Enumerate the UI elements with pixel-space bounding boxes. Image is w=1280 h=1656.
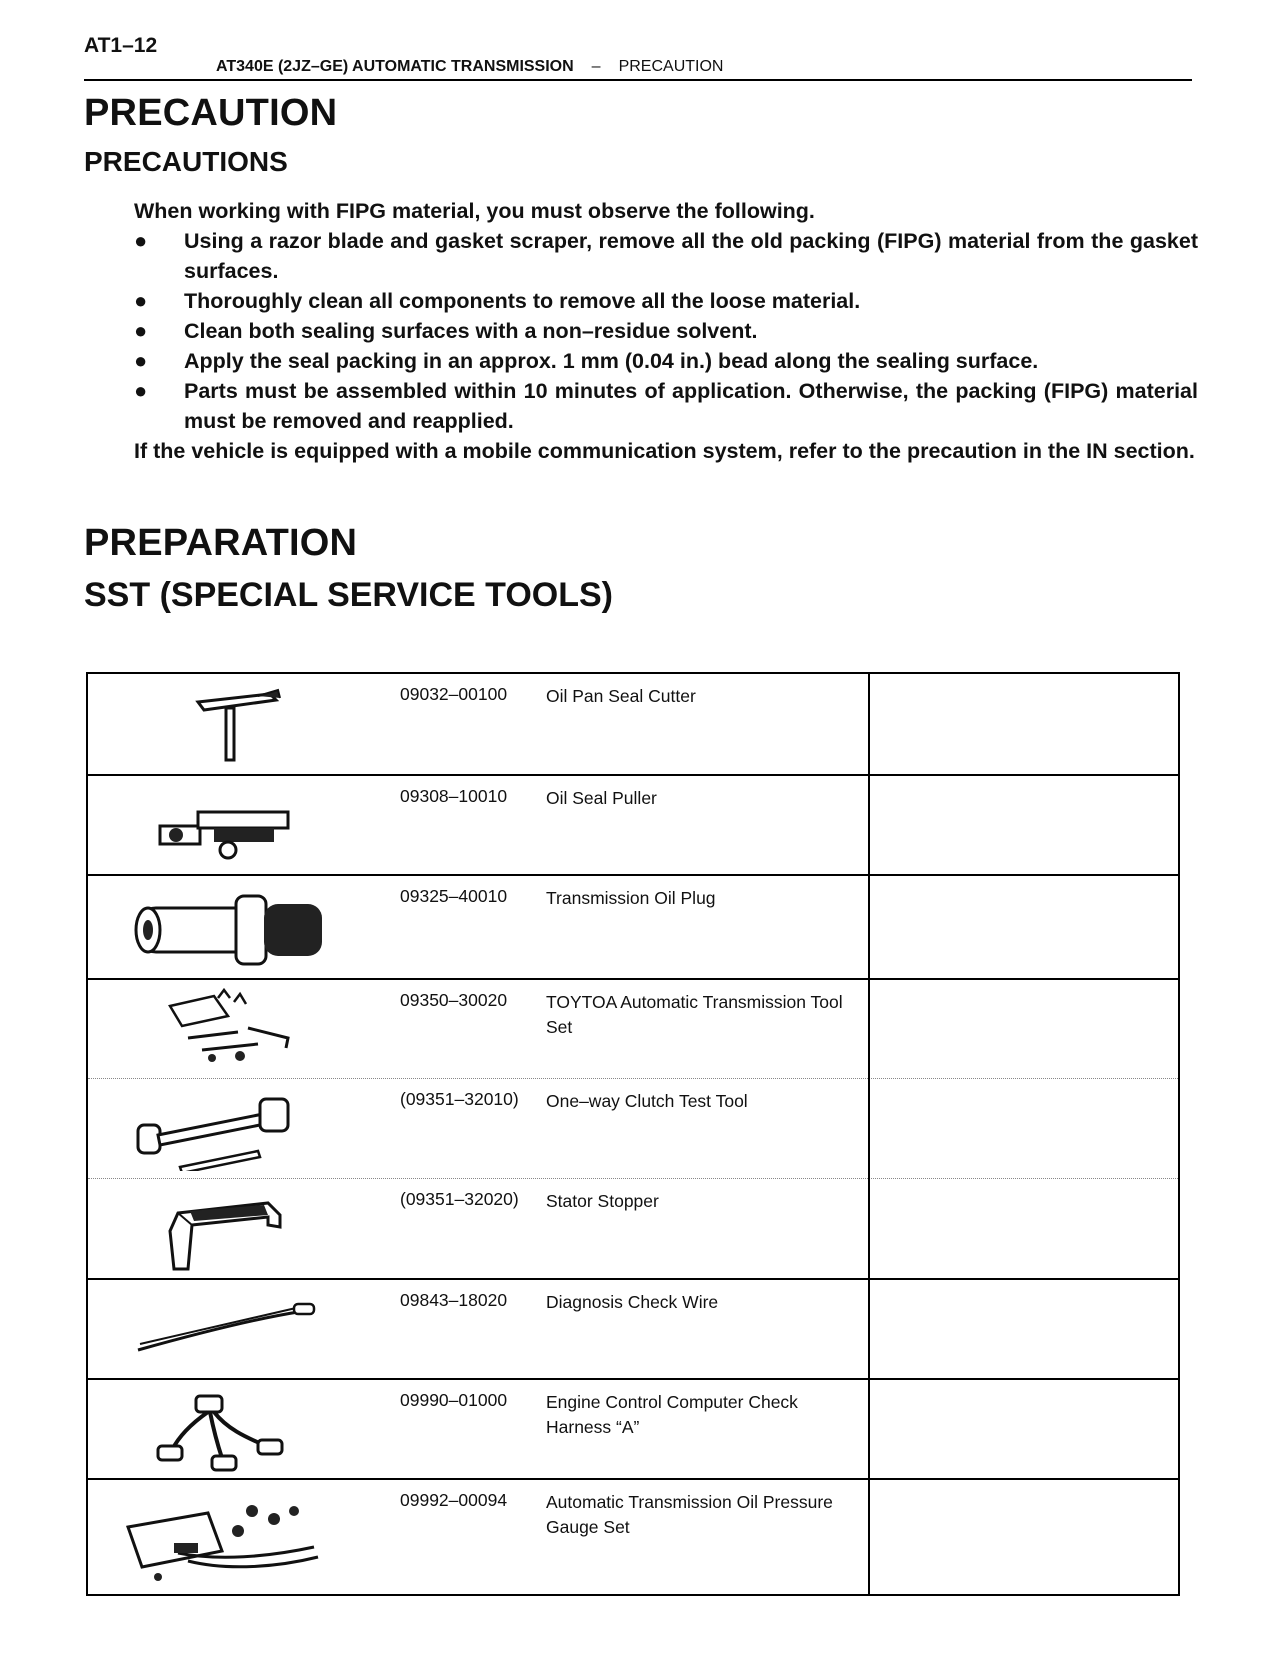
- precaution-item: [134, 226, 1198, 286]
- tool-name: TOYTOA Automatic Transmission Tool Set: [546, 992, 843, 1037]
- part-number: 09308–10010: [400, 786, 508, 806]
- bullet-icon: ●: [134, 348, 148, 373]
- tool-name: Stator Stopper: [546, 1191, 659, 1211]
- running-header: [216, 58, 723, 76]
- tool-name: Transmission Oil Plug: [546, 888, 716, 908]
- part-number: 09350–30020: [400, 990, 508, 1010]
- part-number: 09032–00100: [400, 684, 508, 704]
- precaution-item: [134, 346, 1198, 376]
- tool-name: Oil Pan Seal Cutter: [546, 686, 696, 706]
- precautions-subtitle: PRECAUTIONS: [84, 146, 288, 177]
- precaution-item-text: Thoroughly clean all components to remove all the loose material.: [184, 289, 861, 313]
- tool-name: Automatic Transmission Oil Pressure Gauge Set: [546, 1492, 833, 1537]
- tool-name: Diagnosis Check Wire: [546, 1292, 719, 1312]
- header-separator: –: [591, 58, 601, 75]
- part-number: (09351–32010): [400, 1089, 519, 1109]
- precaution-item-text: Using a razor blade and gasket scraper, remove all the old packing (FIPG) material from the gasket surfaces.: [184, 229, 1198, 283]
- tool-row: [88, 874, 1178, 980]
- seal-cutter-icon: [118, 680, 338, 766]
- tool-row: [88, 774, 1178, 876]
- precaution-item-text: Clean both sealing surfaces with a non–residue solvent.: [184, 319, 758, 343]
- tool-set-icon: [118, 986, 338, 1072]
- precaution-intro: When working with FIPG material, you must observe the following.: [134, 199, 815, 223]
- precaution-item-text: Parts must be assembled within 10 minutes of application. Otherwise, the packing (FIPG) material must be removed and reapplied.: [184, 379, 1198, 433]
- preparation-title: PREPARATION: [84, 522, 358, 564]
- tool-row: [88, 1378, 1178, 1480]
- part-number: 09990–01000: [400, 1390, 508, 1410]
- clutch-test-tool-icon: [118, 1085, 338, 1171]
- tool-row: [88, 978, 1178, 1080]
- table-column-divider: [868, 674, 870, 1594]
- stator-stopper-icon: [118, 1185, 338, 1271]
- precaution-item: [134, 316, 1198, 346]
- bullet-icon: ●: [134, 288, 148, 313]
- precaution-body: [134, 196, 1198, 466]
- precaution-item: [134, 376, 1198, 436]
- precaution-title: PRECAUTION: [84, 92, 338, 134]
- tool-row: [88, 1178, 1178, 1279]
- tool-name: Engine Control Computer Check Harness “A”: [546, 1392, 798, 1437]
- check-wire-icon: [118, 1286, 338, 1372]
- tool-name: One–way Clutch Test Tool: [546, 1091, 748, 1111]
- part-number: (09351–32020): [400, 1189, 519, 1209]
- sst-subtitle: SST (SPECIAL SERVICE TOOLS): [84, 576, 613, 614]
- precaution-item: [134, 286, 1198, 316]
- header-section: PRECAUTION: [618, 58, 724, 75]
- pressure-gauge-set-icon: [118, 1486, 338, 1582]
- header-rule: [84, 79, 1192, 81]
- tool-row: [88, 674, 1178, 776]
- oil-plug-icon: [118, 882, 338, 968]
- part-number: 09325–40010: [400, 886, 508, 906]
- precaution-item-text: Apply the seal packing in an approx. 1 mm (0.04 in.) bead along the sealing surface.: [184, 349, 1039, 373]
- manual-title: AT340E (2JZ–GE) AUTOMATIC TRANSMISSION: [216, 58, 574, 75]
- page-code: AT1–12: [84, 34, 158, 57]
- tool-row: [88, 1478, 1178, 1598]
- bullet-icon: ●: [134, 318, 148, 343]
- check-harness-icon: [118, 1386, 338, 1472]
- bullet-icon: ●: [134, 378, 148, 403]
- seal-puller-icon: [118, 782, 338, 868]
- precaution-list: [134, 226, 1198, 436]
- bullet-icon: ●: [134, 228, 148, 253]
- part-number: 09992–00094: [400, 1490, 508, 1510]
- precaution-note: If the vehicle is equipped with a mobile communication system, refer to the precaution in the IN section.: [134, 439, 1195, 463]
- part-number: 09843–18020: [400, 1290, 508, 1310]
- tool-name: Oil Seal Puller: [546, 788, 657, 808]
- tool-row: [88, 1278, 1178, 1380]
- sst-table: [86, 672, 1180, 1596]
- tool-row: [88, 1078, 1178, 1179]
